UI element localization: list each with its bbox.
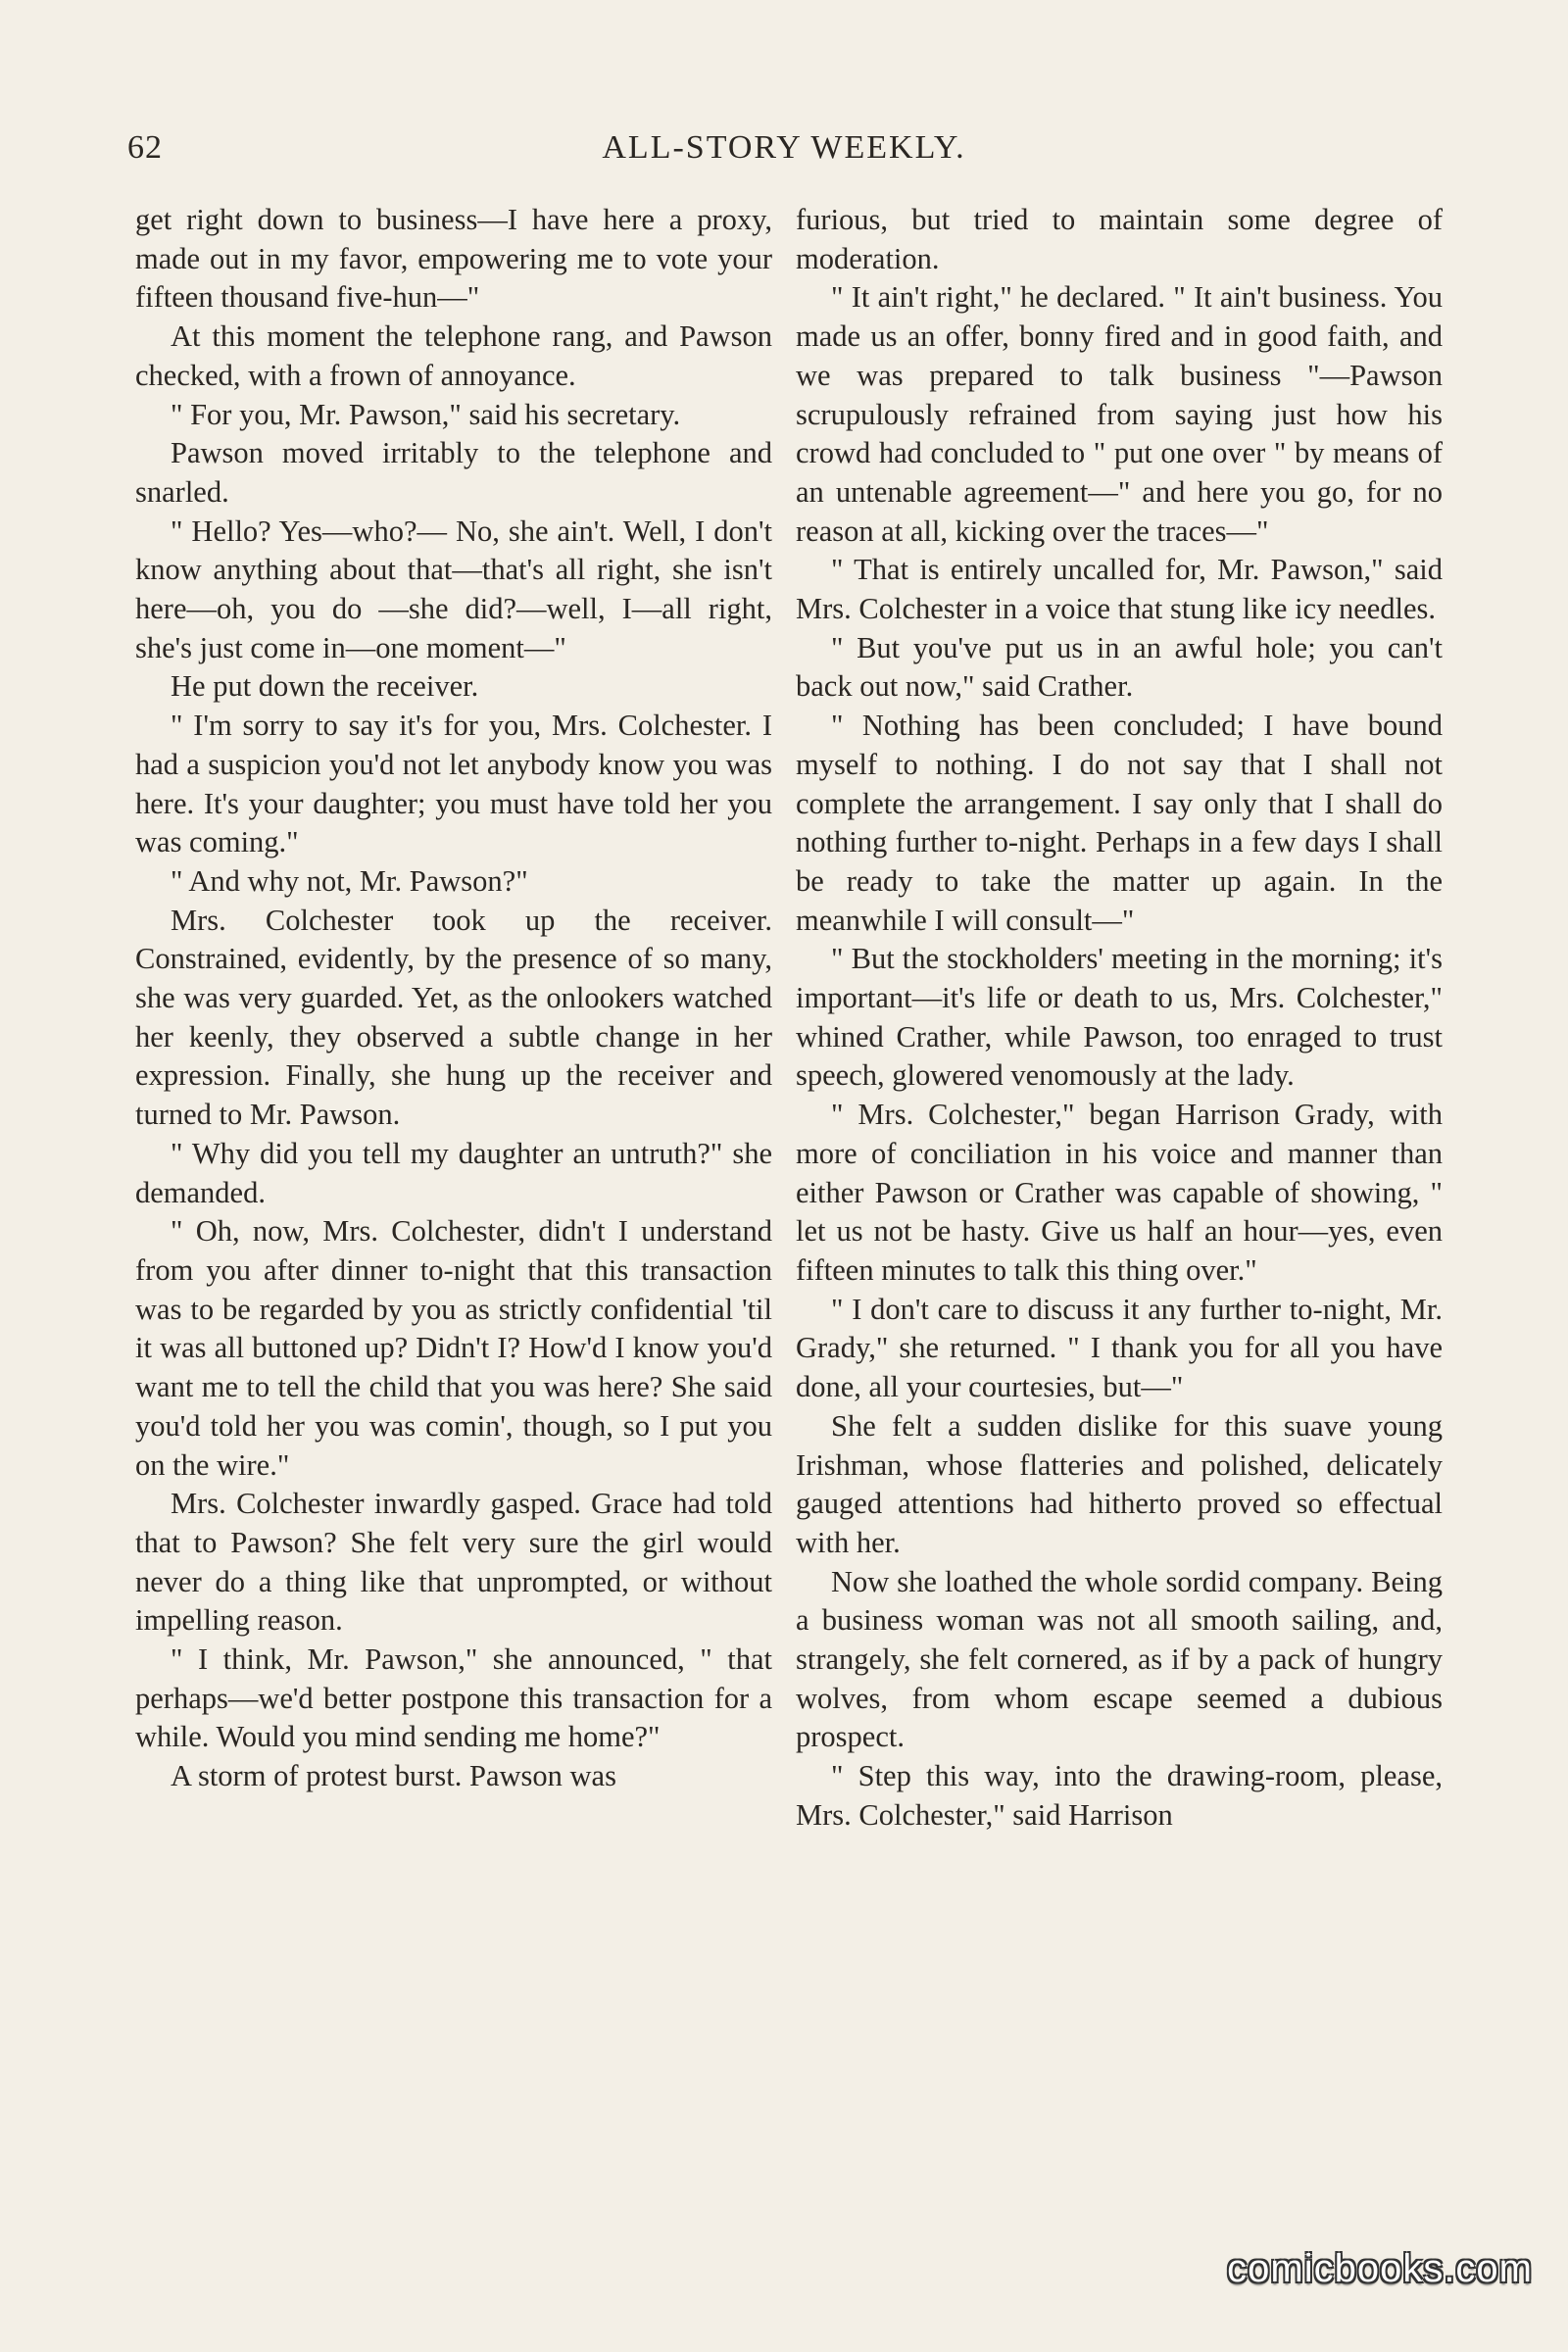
paragraph: " But you've put us in an awful hole; you can't back out now," said Crather. xyxy=(796,630,1443,704)
paragraph: " And why not, Mr. Pawson?" xyxy=(171,863,528,898)
paragraph: " For you, Mr. Pawson," said his secretary. xyxy=(171,397,681,431)
paragraph: " It ain't right," he declared. " It ain't business. You made us an offer, bonny fired and in good faith, and we was prepared to talk business "—Pawson scrupulously refrained from saying just how his crowd had concluded to " put one over " by means of an untenable agreement—" and here you go, for no reason at all, kicking over the traces—" xyxy=(796,280,1443,548)
paragraph: He put down the receiver. xyxy=(171,669,479,704)
paragraph: get right down to business—I have here a proxy, made out in my favor, empowering me to vote your fifteen thousand five-hun—" xyxy=(135,203,772,315)
paragraph: " But the stockholders' meeting in the morning; it's important—it's life or death to us, Mrs. Colchester," whined Crather, while Pawson, too enraged to trust speech, glowered venomously at the lady. xyxy=(796,942,1443,1093)
paragraph: " Mrs. Colchester," began Harrison Grady, with more of conciliation in his voice and manner than either Pawson or Crather was capable of showing, " let us not be hasty. Give us half an hour—yes, even fifteen minutes to talk this thing over." xyxy=(796,1098,1443,1287)
paragraph: " I'm sorry to say it's for you, Mrs. Colchester. I had a suspicion you'd not let anybody know you was here. It's your daughter; you must have told her you was coming." xyxy=(135,709,772,859)
watermark: comicbooks.com xyxy=(1227,2247,1533,2290)
page-number: 62 xyxy=(127,129,163,166)
running-title: ALL-STORY WEEKLY. xyxy=(602,129,966,166)
paragraph: She felt a sudden dislike for this suave young Irishman, whose flatteries and polished, delicately gauged attentions had hitherto proved so effectual with her. xyxy=(796,1408,1443,1559)
left-text-column xyxy=(135,201,772,1796)
paragraph: " Oh, now, Mrs. Colchester, didn't I understand from you after dinner to-night that this transaction was to be regarded by you as strictly confidential 'til it was all buttoned up? Didn't I? How'd I know you'd want me to tell the child that you was here? She said you'd told her you was comin', though, so I put you on the wire." xyxy=(135,1214,772,1482)
paragraph: " I don't care to discuss it any further to-night, Mr. Grady," she returned. " I thank you for all you have done, all your courtesies, but—" xyxy=(796,1292,1443,1404)
paragraph: Mrs. Colchester inwardly gasped. Grace had told that to Pawson? She felt very sure the girl would never do a thing like that unprompted, or without impelling reason. xyxy=(135,1487,772,1638)
paragraph: " I think, Mr. Pawson," she announced, " that perhaps—we'd better postpone this transaction for a while. Would you mind sending me home?" xyxy=(135,1642,772,1754)
page-header xyxy=(127,129,1441,178)
paragraph: Now she loathed the whole sordid company. Being a business woman was not all smooth sailing, and, strangely, she felt cornered, as if by a pack of hungry wolves, from whom escape seemed a dubious prospect. xyxy=(796,1564,1443,1754)
right-text-column xyxy=(796,201,1443,1836)
paragraph: " Why did you tell my daughter an untruth?" she demanded. xyxy=(135,1136,772,1209)
paragraph: " Nothing has been concluded; I have bound myself to nothing. I do not say that I shall not complete the arrangement. I say only that I shall do nothing further to-night. Perhaps in a few days I shall be ready to take the matter up again. In the meanwhile I will consult—" xyxy=(796,709,1443,937)
paragraph: Mrs. Colchester took up the receiver. Constrained, evidently, by the presence of so many, she was very guarded. Yet, as the onlookers watched her keenly, they observed a subtle change in her expression. Finally, she hung up the receiver and turned to Mr. Pawson. xyxy=(135,903,772,1132)
paragraph: furious, but tried to maintain some degree of moderation. xyxy=(796,203,1443,275)
paragraph: At this moment the telephone rang, and Pawson checked, with a frown of annoyance. xyxy=(135,319,772,392)
paragraph: A storm of protest burst. Pawson was xyxy=(171,1759,616,1793)
paragraph: Pawson moved irritably to the telephone and snarled. xyxy=(135,436,772,509)
paragraph: " Hello? Yes—who?— No, she ain't. Well, I don't know anything about that—that's all right, she isn't here—oh, you do —she did?—well, I—all right, she's just come in—one moment—" xyxy=(135,514,772,664)
paragraph: " That is entirely uncalled for, Mr. Pawson," said Mrs. Colchester in a voice that stung like icy needles. xyxy=(796,553,1443,626)
paragraph: " Step this way, into the drawing-room, please, Mrs. Colchester," said Harrison xyxy=(796,1759,1443,1832)
